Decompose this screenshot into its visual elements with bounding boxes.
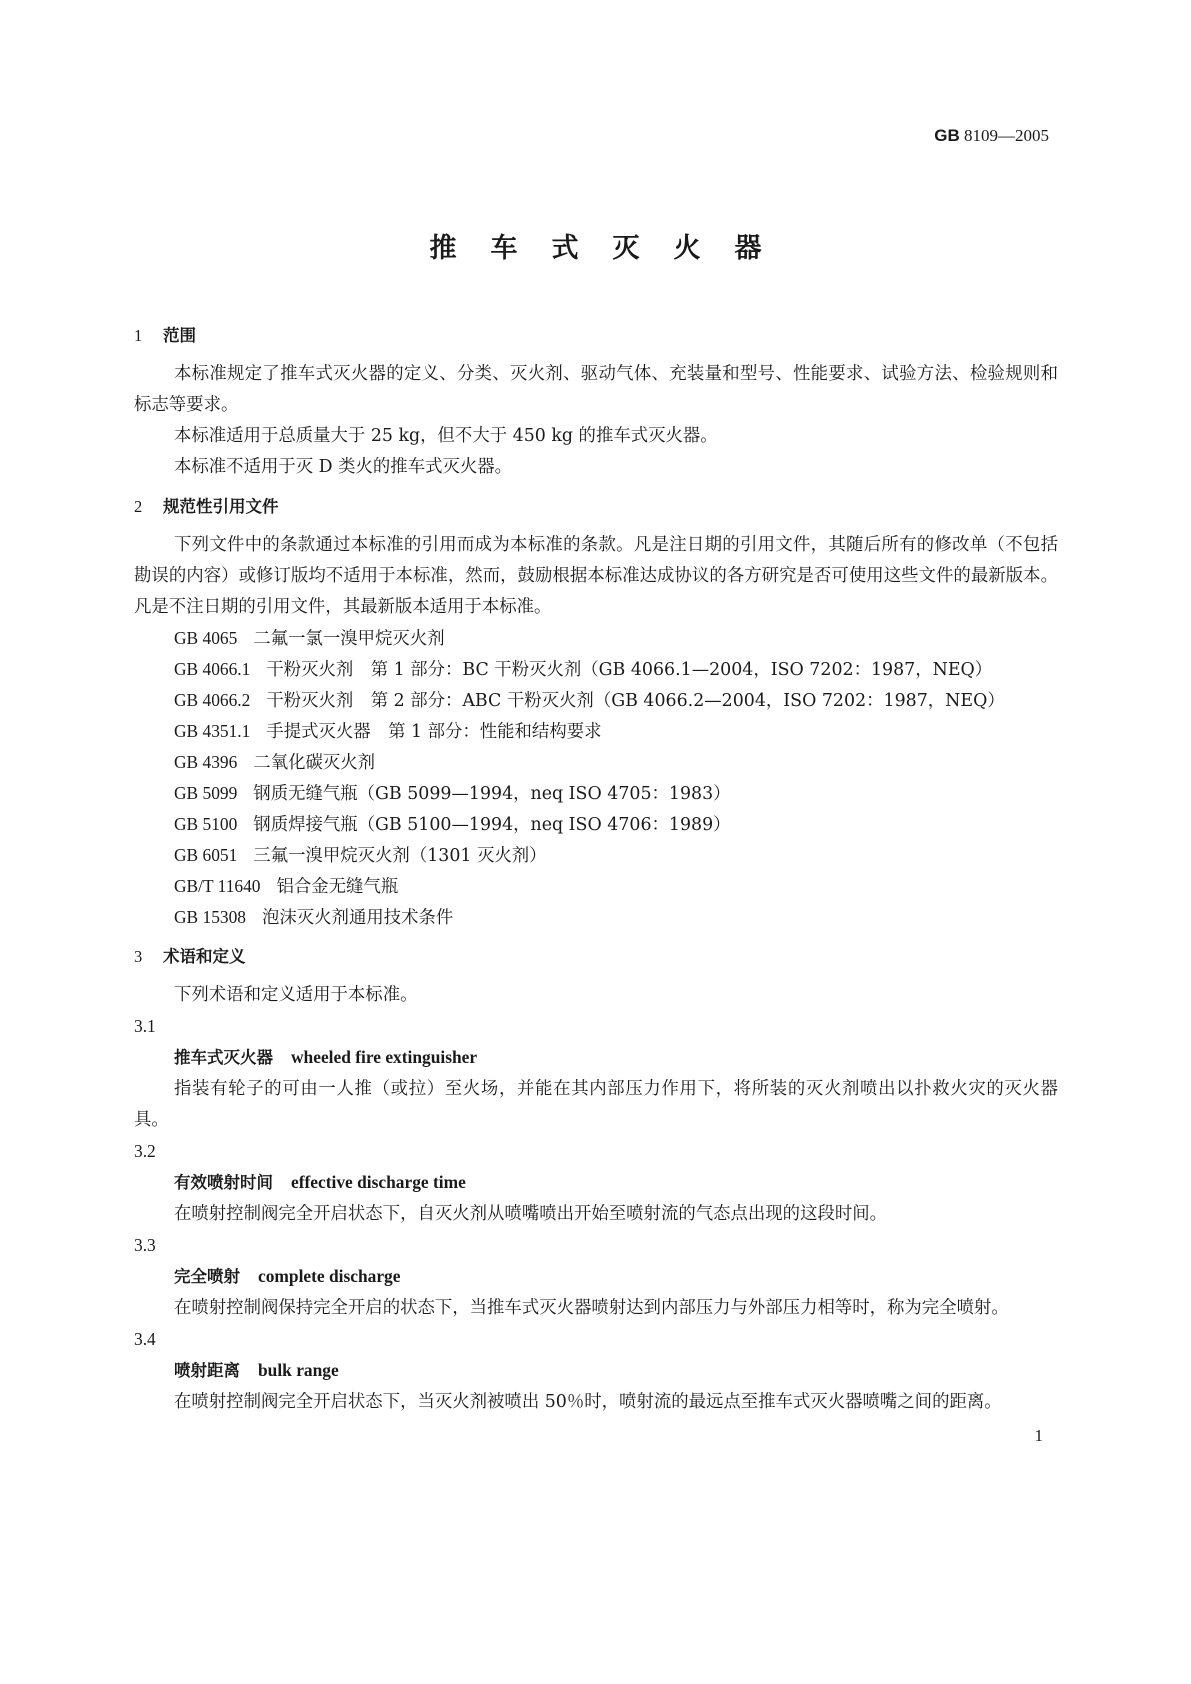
term-heading	[134, 1167, 1058, 1199]
reference-code: GB 5100	[174, 814, 238, 834]
section-heading-terms-definitions	[134, 941, 1058, 972]
reference-title: 干粉灭火剂 第 1 部分：BC 干粉灭火剂（GB 4066.1—2004，ISO 7202：1987，NEQ）	[266, 660, 993, 680]
term-english: effective discharge time	[291, 1172, 466, 1192]
reference-item	[134, 685, 1058, 716]
term-english: wheeled fire extinguisher	[291, 1047, 478, 1067]
reference-item	[134, 716, 1058, 747]
reference-item	[134, 623, 1058, 654]
section-title: 术语和定义	[163, 947, 246, 966]
document-title: 推车式灭火器	[429, 233, 796, 264]
reference-title: 钢质无缝气瓶（GB 5099—1994，neq ISO 4705：1983）	[253, 784, 731, 804]
reference-title: 手提式灭火器 第 1 部分：性能和结构要求	[266, 722, 602, 742]
term-english: complete discharge	[258, 1266, 401, 1286]
reference-item	[134, 840, 1058, 871]
paragraph: 下列术语和定义适用于本标准。	[174, 985, 418, 1005]
reference-code: GB 4066.1	[174, 659, 251, 679]
paragraph: 下列文件中的条款通过本标准的引用而成为本标准的条款。凡是注日期的引用文件，其随后所有的修改单（不包括勘误的内容）或修订版均不适用于本标准，然而，鼓励根据本标准达成协议的各方研究是否可使用这些文件的最新版本。凡是不注日期的引用文件，其最新版本适用于本标准。	[134, 535, 1058, 617]
term-heading	[134, 1261, 1058, 1293]
reference-title: 泡沫灭火剂通用技术条件	[261, 908, 454, 928]
page-number: 1	[1034, 1426, 1043, 1445]
clause-number: 3.2	[134, 1141, 156, 1161]
term-chinese: 推车式灭火器	[174, 1048, 273, 1067]
term-english: bulk range	[258, 1360, 339, 1380]
reference-item	[134, 747, 1058, 778]
term-heading	[134, 1355, 1058, 1387]
section-number: 2	[134, 497, 143, 516]
section-number: 3	[134, 947, 143, 966]
reference-title: 二氧化碳灭火剂	[253, 753, 376, 773]
reference-title: 二氟一氯一溴甲烷灭火剂	[253, 629, 445, 649]
paragraph: 本标准规定了推车式灭火器的定义、分类、灭火剂、驱动气体、充装量和型号、性能要求、试验方法、检验规则和标志等要求。	[134, 364, 1058, 415]
term-chinese: 完全喷射	[174, 1267, 240, 1286]
reference-title: 铝合金无缝气瓶	[276, 877, 399, 897]
reference-item	[134, 654, 1058, 685]
standard-prefix: GB	[934, 126, 960, 145]
reference-code: GB/T 11640	[174, 876, 261, 896]
reference-title: 三氟一溴甲烷灭火剂（1301 灭火剂）	[253, 846, 547, 866]
reference-code: GB 6051	[174, 845, 238, 865]
standard-number	[934, 126, 1049, 146]
section-number: 1	[134, 326, 143, 345]
section-title: 规范性引用文件	[163, 497, 279, 516]
reference-code: GB 15308	[174, 907, 246, 927]
reference-code: GB 4065	[174, 628, 238, 648]
term-chinese: 喷射距离	[174, 1361, 240, 1380]
reference-item	[134, 902, 1058, 933]
reference-title: 干粉灭火剂 第 2 部分：ABC 干粉灭火剂（GB 4066.2—2004，ISO 7202：1987，NEQ）	[266, 691, 1005, 711]
section-title: 范围	[163, 326, 196, 345]
reference-item	[134, 809, 1058, 840]
term-definition: 指装有轮子的可由一人推（或拉）至火场，并能在其内部压力作用下，将所装的灭火剂喷出以扑救火灾的灭火器具。	[134, 1079, 1058, 1130]
term-chinese: 有效喷射时间	[174, 1173, 273, 1192]
term-definition: 在喷射控制阀完全开启状态下，自灭火剂从喷嘴喷出开始至喷射流的气态点出现的这段时间。	[174, 1204, 888, 1224]
clause-number: 3.4	[134, 1329, 156, 1349]
section-heading-scope	[134, 320, 1058, 351]
reference-title: 钢质焊接气瓶（GB 5100—1994，neq ISO 4706：1989）	[253, 815, 731, 835]
clause-number: 3.1	[134, 1016, 156, 1036]
paragraph: 本标准适用于总质量大于 25 kg，但不大于 450 kg 的推车式灭火器。	[174, 426, 718, 446]
standard-code: 8109—2005	[964, 126, 1049, 145]
section-heading-normative-references	[134, 491, 1058, 522]
reference-code: GB 4066.2	[174, 690, 251, 710]
term-definition: 在喷射控制阀保持完全开启的状态下，当推车式灭火器喷射达到内部压力与外部压力相等时，称为完全喷射。	[174, 1298, 1009, 1318]
term-definition: 在喷射控制阀完全开启状态下，当灭火剂被喷出 50％时，喷射流的最远点至推车式灭火器喷嘴之间的距离。	[174, 1392, 1002, 1412]
reference-item	[134, 871, 1058, 902]
clause-number: 3.3	[134, 1235, 156, 1255]
term-heading	[134, 1042, 1058, 1074]
document-body	[134, 320, 1058, 1418]
reference-code: GB 4351.1	[174, 721, 251, 741]
reference-item	[134, 778, 1058, 809]
paragraph: 本标准不适用于灭 D 类火的推车式灭火器。	[174, 457, 513, 477]
reference-code: GB 4396	[174, 752, 238, 772]
reference-code: GB 5099	[174, 783, 238, 803]
